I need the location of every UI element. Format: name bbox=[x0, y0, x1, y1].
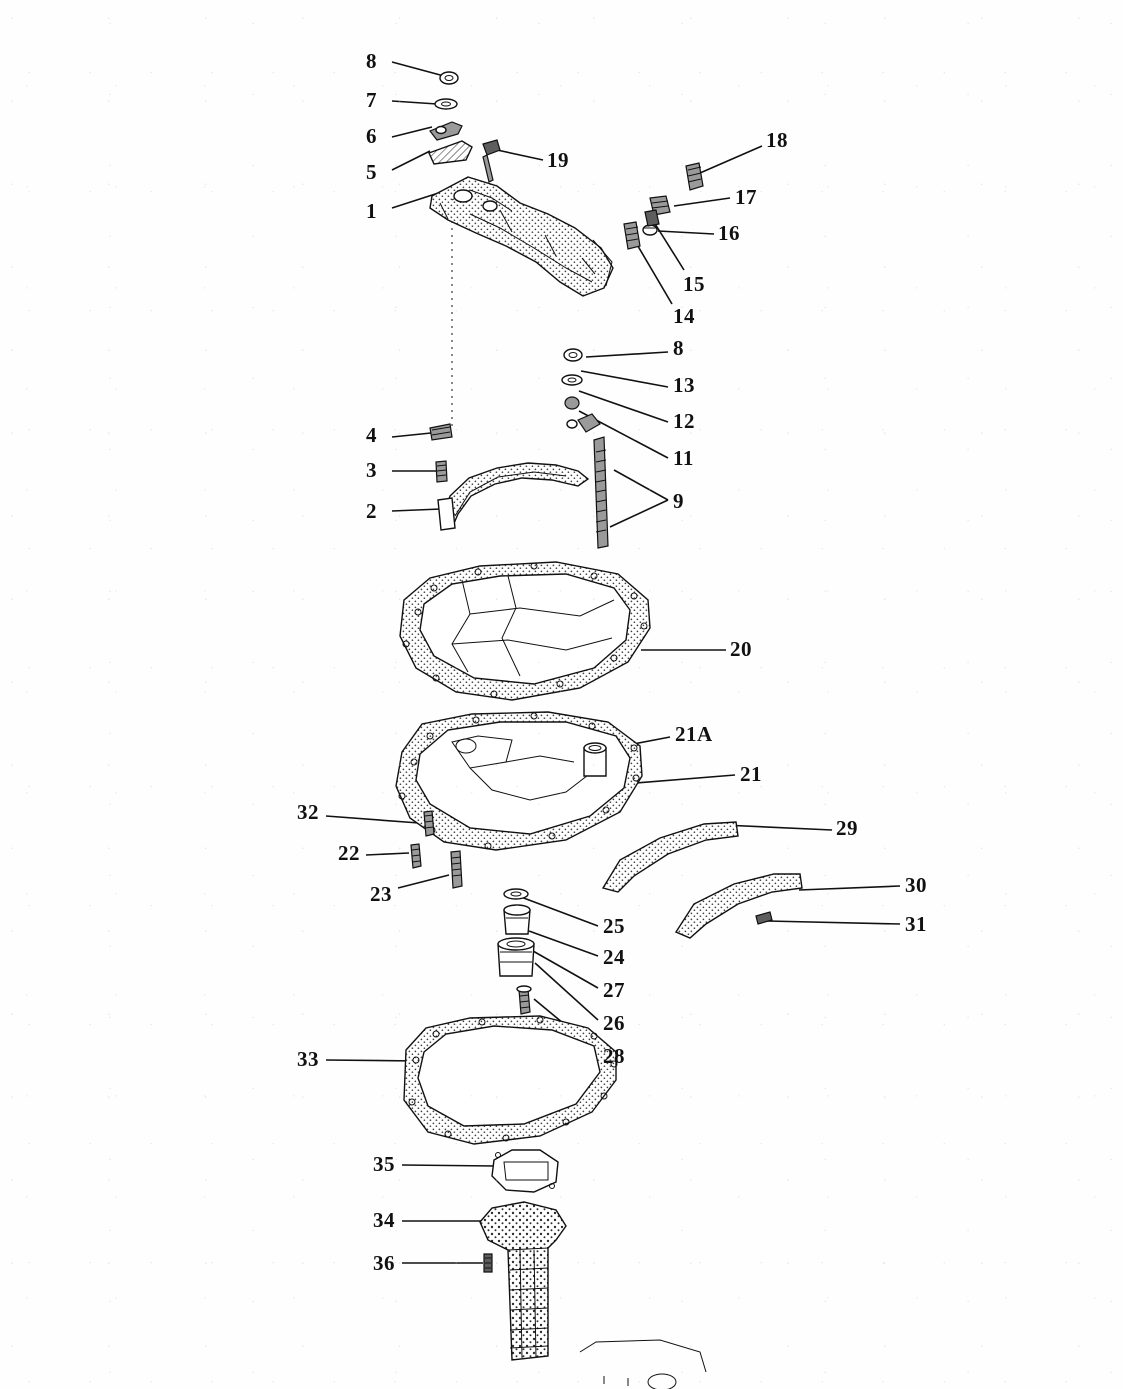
callout-1: 1 bbox=[366, 199, 377, 223]
callout-17: 17 bbox=[735, 185, 757, 209]
callout-27: 27 bbox=[603, 978, 625, 1002]
part-15-spring bbox=[645, 210, 659, 226]
part-18-plug bbox=[686, 163, 703, 190]
callout-36: 36 bbox=[373, 1251, 395, 1275]
callout-29: 29 bbox=[836, 816, 858, 840]
callout-19: 19 bbox=[547, 148, 569, 172]
callout-18: 18 bbox=[766, 128, 788, 152]
callout-23: 23 bbox=[370, 882, 392, 906]
callout-8-lower: 8 bbox=[673, 336, 684, 360]
part-30-side-seal bbox=[676, 874, 802, 938]
callout-21: 21 bbox=[740, 762, 762, 786]
callout-21A: 21A bbox=[675, 722, 713, 746]
callout-6: 6 bbox=[366, 124, 377, 148]
callout-5: 5 bbox=[366, 160, 377, 184]
callout-15: 15 bbox=[683, 272, 705, 296]
part-1-oil-pump-body bbox=[430, 177, 613, 296]
callout-34: 34 bbox=[373, 1208, 395, 1232]
callout-22: 22 bbox=[338, 841, 360, 865]
part-21A-oil-fill-tube bbox=[584, 743, 606, 776]
part-33-pan-gasket bbox=[404, 1016, 617, 1144]
callout-35: 35 bbox=[373, 1152, 395, 1176]
part-8-nut-top bbox=[440, 72, 458, 84]
part-3-stud bbox=[436, 461, 447, 482]
part-27-housing bbox=[498, 938, 534, 976]
part-5-plate bbox=[429, 141, 472, 164]
part-24-cap bbox=[504, 905, 530, 934]
callout-20: 20 bbox=[730, 637, 752, 661]
part-29-side-seal bbox=[603, 822, 738, 892]
part-11-spacer bbox=[567, 420, 577, 428]
part-6-bracket bbox=[430, 122, 462, 140]
part-36-screw bbox=[484, 1254, 492, 1272]
part-23-bolt bbox=[451, 851, 462, 888]
callout-30: 30 bbox=[905, 873, 927, 897]
callout-7: 7 bbox=[366, 88, 377, 112]
part-4-dowel bbox=[430, 424, 452, 440]
callout-4: 4 bbox=[366, 423, 377, 447]
callout-8-top: 8 bbox=[366, 49, 377, 73]
callout-33: 33 bbox=[297, 1047, 319, 1071]
bottom-partial-component bbox=[580, 1340, 706, 1389]
part-19-screw bbox=[483, 140, 500, 182]
callout-14: 14 bbox=[673, 304, 695, 328]
part-16-pin bbox=[643, 225, 657, 235]
part-13-washer bbox=[562, 375, 582, 385]
callout-28: 28 bbox=[603, 1044, 625, 1068]
callout-16: 16 bbox=[718, 221, 740, 245]
callout-32: 32 bbox=[297, 800, 319, 824]
part-35-screen-gasket bbox=[492, 1150, 558, 1192]
part-7-washer bbox=[435, 99, 457, 109]
callout-24: 24 bbox=[603, 945, 625, 969]
callout-25: 25 bbox=[603, 914, 625, 938]
callout-12: 12 bbox=[673, 409, 695, 433]
part-12-bushing bbox=[565, 397, 579, 409]
part-26-28-stud bbox=[517, 986, 531, 1014]
callout-11: 11 bbox=[673, 446, 694, 470]
callout-9: 9 bbox=[673, 489, 684, 513]
callout-26: 26 bbox=[603, 1011, 625, 1035]
callout-2: 2 bbox=[366, 499, 377, 523]
callout-31: 31 bbox=[905, 912, 927, 936]
part-25-washer bbox=[504, 889, 528, 899]
callout-3: 3 bbox=[366, 458, 377, 482]
part-14-ball bbox=[624, 222, 640, 249]
part-8-nut-lower bbox=[564, 349, 582, 361]
part-2-pickup-tube bbox=[438, 463, 588, 530]
part-31-clip bbox=[756, 912, 772, 924]
callout-13: 13 bbox=[673, 373, 695, 397]
part-34-oil-pickup-screen bbox=[480, 1202, 566, 1360]
part-22-bolt bbox=[411, 844, 421, 868]
part-20-gasket bbox=[400, 562, 650, 700]
part-32-bolt bbox=[424, 811, 434, 836]
